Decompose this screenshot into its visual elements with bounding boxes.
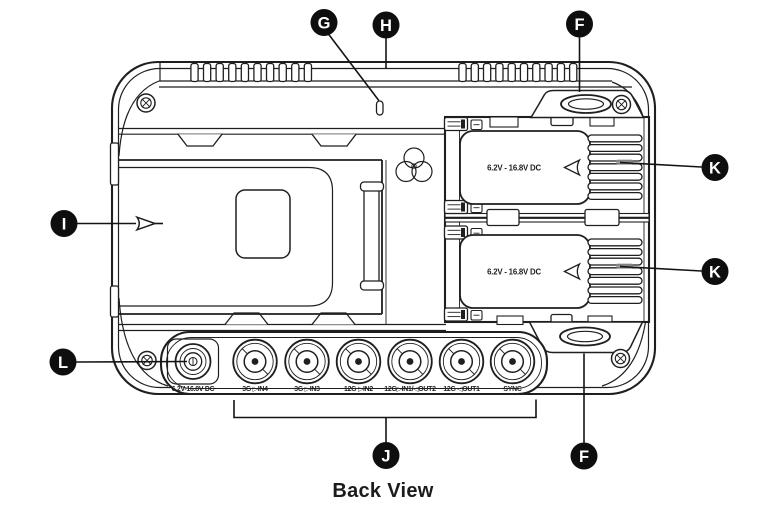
bnc-connector-in1-out2 bbox=[388, 340, 432, 384]
bracket-j bbox=[234, 400, 536, 418]
callout-g bbox=[311, 9, 338, 36]
port-label-in2: 12G ▷IN2 bbox=[344, 386, 373, 393]
leader-l bbox=[77, 362, 188, 363]
callout-letter: F bbox=[578, 448, 590, 466]
callout-letter: H bbox=[380, 17, 392, 35]
plate-window bbox=[236, 190, 290, 258]
plate-clip bbox=[111, 143, 119, 185]
callout-letter: I bbox=[61, 215, 67, 234]
callout-f-top bbox=[566, 11, 593, 38]
port-label-in1-out2: 12G▷IN1/◁OUT2 bbox=[384, 386, 436, 393]
plate-clip bbox=[111, 286, 119, 317]
diagram-caption: Back View bbox=[332, 480, 434, 502]
port-label-out1: 12G ◁OUT1 bbox=[443, 386, 480, 393]
port-label-dc: 6.2V-16.8V DC bbox=[171, 386, 215, 393]
battery-slot-2 bbox=[460, 235, 642, 308]
callout-f-bottom bbox=[571, 443, 598, 470]
screw-icon bbox=[137, 94, 155, 112]
bnc-connector-in4 bbox=[233, 340, 277, 384]
callout-letter: L bbox=[57, 354, 69, 372]
io-panel bbox=[161, 332, 547, 394]
callout-i bbox=[51, 210, 78, 237]
battery-slot-1 bbox=[460, 131, 642, 204]
callout-letter: K bbox=[709, 263, 721, 282]
callout-letter: G bbox=[317, 14, 331, 33]
battery-compartment bbox=[445, 113, 650, 325]
callout-k-bottom bbox=[702, 258, 729, 285]
screw-icon bbox=[613, 96, 631, 114]
bnc-connector-in3 bbox=[285, 340, 329, 384]
bnc-connector-out1 bbox=[440, 340, 484, 384]
status-slot bbox=[377, 101, 384, 115]
callout-h bbox=[373, 12, 400, 39]
callout-l bbox=[50, 349, 77, 376]
battery-voltage-label: 6.2V - 16.8V DC bbox=[487, 267, 541, 277]
port-label-in4: 3G ▷IN4 bbox=[242, 386, 268, 393]
plate-rail bbox=[364, 188, 379, 284]
callout-k-top bbox=[702, 154, 729, 181]
bnc-connector-sync bbox=[491, 340, 535, 384]
callout-letter: J bbox=[381, 447, 391, 466]
screw-icon bbox=[612, 350, 630, 368]
port-label-sync: SYNC bbox=[503, 386, 522, 393]
bnc-connector-in2 bbox=[337, 340, 381, 384]
callout-letter: K bbox=[709, 159, 721, 178]
battery-latch bbox=[445, 308, 483, 321]
port-label-in3: 3G ▷IN3 bbox=[294, 386, 320, 393]
battery-voltage-label: 6.2V - 16.8V DC bbox=[487, 163, 541, 173]
callout-j bbox=[373, 442, 400, 469]
callout-letter: F bbox=[574, 16, 585, 34]
screw-icon bbox=[138, 352, 156, 370]
usb-c-port-bottom bbox=[530, 322, 643, 353]
